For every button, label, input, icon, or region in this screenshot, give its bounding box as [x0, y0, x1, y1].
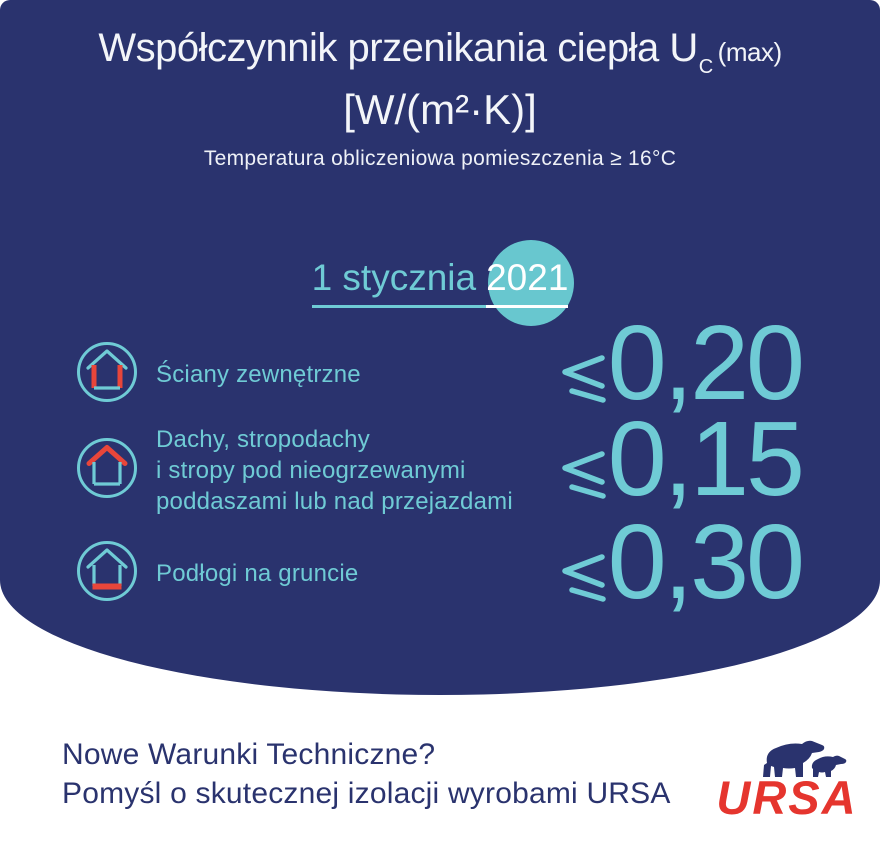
less-equal-icon: [560, 355, 606, 408]
metric-value-floors: [560, 503, 802, 621]
brand-wordmark: URSA: [716, 771, 858, 820]
footer-tagline: [62, 735, 671, 813]
house-roof-icon: [74, 435, 140, 506]
metric-label-walls: Ściany zewnętrzne: [156, 360, 361, 388]
metric-value-roofs: [560, 400, 802, 518]
metric-label-roofs: [156, 424, 513, 517]
house-ground-floor-icon: [74, 538, 140, 609]
metric-row-floors: [74, 503, 802, 621]
metric-label-roofs-line2: i stropy pod nieogrzewanymi: [156, 456, 466, 484]
effective-date-row: [0, 256, 880, 300]
house-exterior-walls-icon: [74, 339, 140, 410]
less-equal-icon: [560, 451, 606, 504]
title-subscript: C: [698, 56, 713, 78]
metric-label-roofs-line1: Dachy, stropodachy: [156, 425, 370, 453]
u-value-roofs: 0,15: [607, 400, 802, 518]
effective-date: [312, 256, 569, 300]
title-text: Współczynnik przenikania ciepła U: [98, 26, 698, 70]
ursa-logo: [712, 736, 860, 825]
date-prefix: 1 stycznia: [312, 257, 487, 308]
page-title: [0, 26, 880, 79]
footer-line2: Pomyśl o skutecznej izolacji wyrobami URSA: [62, 777, 671, 810]
less-equal-icon: [560, 554, 606, 607]
u-value-floors: 0,30: [607, 503, 802, 621]
title-max-label: (max): [717, 37, 782, 67]
metric-label-roofs-line3: poddaszami lub nad przejazdami: [156, 487, 513, 515]
date-year: 2021: [486, 257, 568, 308]
u-value-walls: 0,20: [607, 304, 802, 422]
unit-formula: [W/(m²·K)]: [343, 86, 537, 133]
subtitle-temperature: Temperatura obliczeniowa pomieszczenia ≥ 16°C: [203, 147, 677, 170]
metric-label-floors: Podłogi na gruncie: [156, 559, 359, 587]
footer-line1: Nowe Warunki Techniczne?: [62, 738, 436, 771]
